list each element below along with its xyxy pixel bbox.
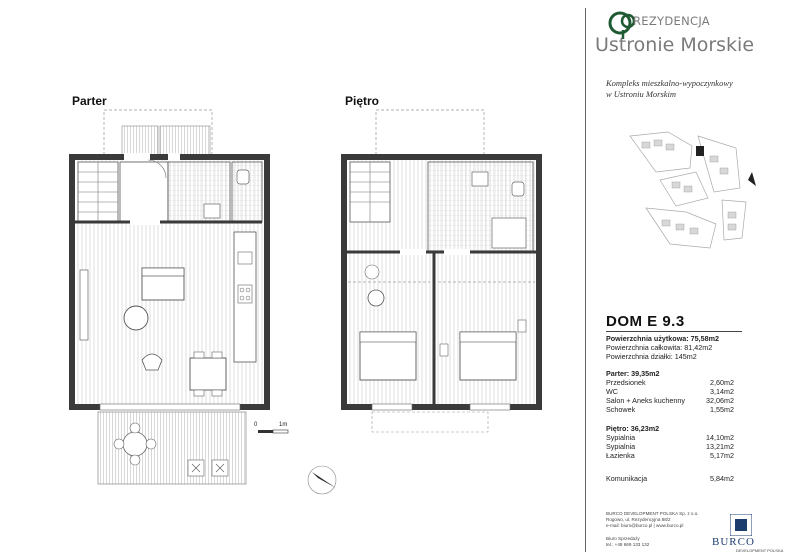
footer-company: BURCO DEVELOPMENT POLSKA Sp. z o.o. <box>606 511 699 516</box>
room-row: Schowek 1,55m2 <box>606 405 734 414</box>
upper-floor-plan <box>344 110 539 432</box>
room-row: Salon + Aneks kuchenny 32,06m2 <box>606 396 734 405</box>
north-arrow-icon <box>748 172 756 186</box>
title-rule <box>606 331 742 332</box>
upper-floor-heading: Piętro: 36,23m2 <box>606 424 660 433</box>
coffee-table <box>124 306 148 330</box>
scale-label-one: 1m <box>279 422 288 428</box>
ground-floor-label: Parter <box>72 94 107 108</box>
room-row: Łazienka 5,17m2 <box>606 451 734 460</box>
dining-table <box>190 358 226 390</box>
footer-phone: tel.: +48 669 133 132 <box>606 542 650 547</box>
scale-label-zero: 0 <box>254 422 258 428</box>
usable-area: Powierzchnia użytkowa: 75,58m2 <box>606 334 720 343</box>
bath-sink <box>472 172 488 186</box>
plot-area: Powierzchnia działki: 145m2 <box>606 352 697 361</box>
room-row: Sypialnia 14,10m2 <box>606 433 734 442</box>
footer-address: Rogowo, ul. Rezydencyjna 88/2 <box>606 517 671 522</box>
vertical-divider <box>585 8 586 552</box>
room-row: Przedsionek 2,60m2 <box>606 378 734 387</box>
footer-contact: e-mail: biuro@burco.pl | www.burco.pl <box>606 523 684 528</box>
burco-tagline: DEVELOPMENT POLSKA <box>736 548 784 553</box>
subtitle-line-2: w Ustroniu Morskim <box>606 89 677 99</box>
room-row: WC 3,14m2 <box>606 387 734 396</box>
logo-top: REZYDENCJA <box>633 14 710 28</box>
burco-logo-icon <box>730 514 752 536</box>
tv-unit <box>80 270 88 340</box>
site-plan-map <box>626 128 766 262</box>
vestibule <box>120 162 168 222</box>
ground-floor-heading: Parter: 39,35m2 <box>606 369 660 378</box>
burco-brand: BURCO <box>712 536 755 548</box>
kitchen-sink <box>238 252 252 264</box>
bath-toilet <box>512 182 524 196</box>
side-table <box>368 290 384 306</box>
upper-floor-label: Piętro <box>345 94 380 108</box>
house-title: DOM E 9.3 <box>606 313 685 330</box>
wc <box>168 162 230 222</box>
scale-bar <box>258 430 288 433</box>
total-area: Powierzchnia całkowita: 81,42m2 <box>606 343 713 352</box>
compass-icon <box>308 466 336 494</box>
subtitle-line-1: Kompleks mieszkalno-wypoczynkowy <box>606 78 733 88</box>
highlighted-plot <box>696 146 704 156</box>
communication-row: Komunikacja 5,84m2 <box>606 474 734 483</box>
cooktop <box>238 285 252 303</box>
footer-sales-label: Biuro Sprzedaży <box>606 536 640 541</box>
wc-toilet <box>237 170 249 184</box>
shower <box>492 218 526 248</box>
room-row: Sypialnia 13,21m2 <box>606 442 734 451</box>
logo-bottom: Ustronie Morskie <box>595 34 755 56</box>
wc-sink <box>204 204 220 218</box>
terrace-table <box>123 432 147 456</box>
